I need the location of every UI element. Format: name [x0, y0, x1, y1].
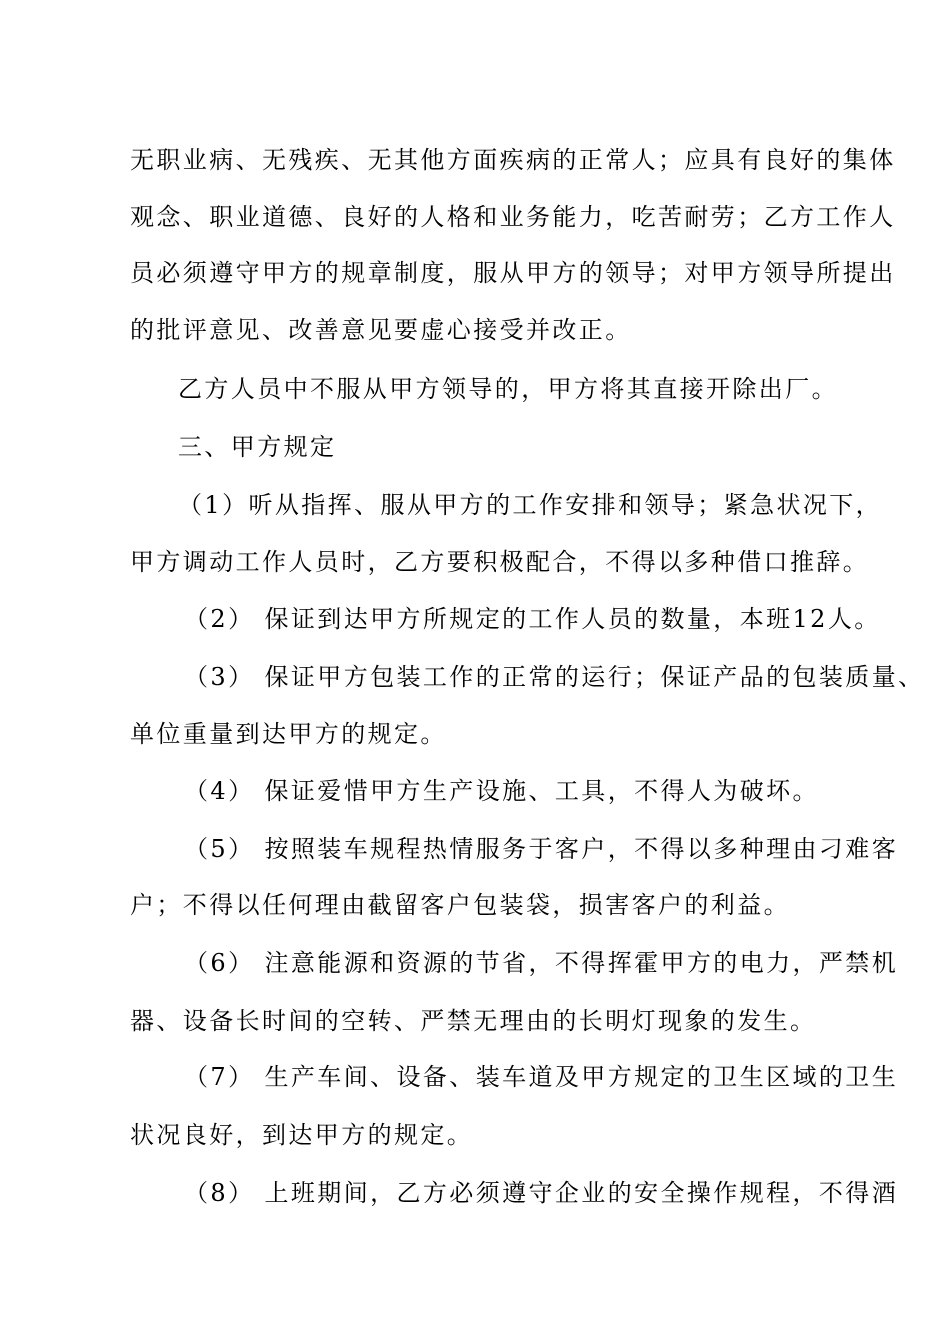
paragraph-line: 员必须遵守甲方的规章制度，服从甲方的领导；对甲方领导所提出: [130, 259, 896, 287]
list-item-7-continuation: 状况良好，到达甲方的规定。: [130, 1121, 474, 1149]
list-item-1-continuation: 甲方调动工作人员时，乙方要积极配合，不得以多种借口推辞。: [130, 548, 870, 576]
section-heading: 三、甲方规定: [178, 433, 337, 461]
paragraph-line: 乙方人员中不服从甲方领导的，甲方将其直接开除出厂。: [178, 375, 838, 403]
paragraph-line: 的批评意见、改善意见要虚心接受并改正。: [130, 316, 632, 344]
paragraph-line: 观念、职业道德、良好的人格和业务能力，吃苦耐劳；乙方工作人: [130, 203, 896, 231]
list-item-5-continuation: 户；不得以任何理由截留客户包装袋，损害客户的利益。: [130, 891, 790, 919]
list-item-3: （3） 保证甲方包装工作的正常的运行；保证产品的包装质量、: [184, 663, 925, 691]
list-item-6-continuation: 器、设备长时间的空转、严禁无理由的长明灯现象的发生。: [130, 1007, 817, 1035]
list-item-6: （6） 注意能源和资源的节省，不得挥霍甲方的电力，严禁机: [184, 949, 899, 977]
list-item-2: （2） 保证到达甲方所规定的工作人员的数量，本班12人。: [184, 605, 881, 633]
list-item-7: （7） 生产车间、设备、装车道及甲方规定的卫生区域的卫生: [184, 1063, 899, 1091]
list-item-1: （1）听从指挥、服从甲方的工作安排和领导；紧急状况下，: [178, 491, 883, 519]
list-item-8: （8） 上班期间，乙方必须遵守企业的安全操作规程，不得酒: [184, 1179, 899, 1207]
paragraph-line: 无职业病、无残疾、无其他方面疾病的正常人；应具有良好的集体: [130, 146, 896, 174]
list-item-3-continuation: 单位重量到达甲方的规定。: [130, 720, 447, 748]
list-item-4: （4） 保证爱惜甲方生产设施、工具，不得人为破坏。: [184, 777, 819, 805]
list-item-5: （5） 按照装车规程热情服务于客户，不得以多种理由刁难客: [184, 835, 899, 863]
